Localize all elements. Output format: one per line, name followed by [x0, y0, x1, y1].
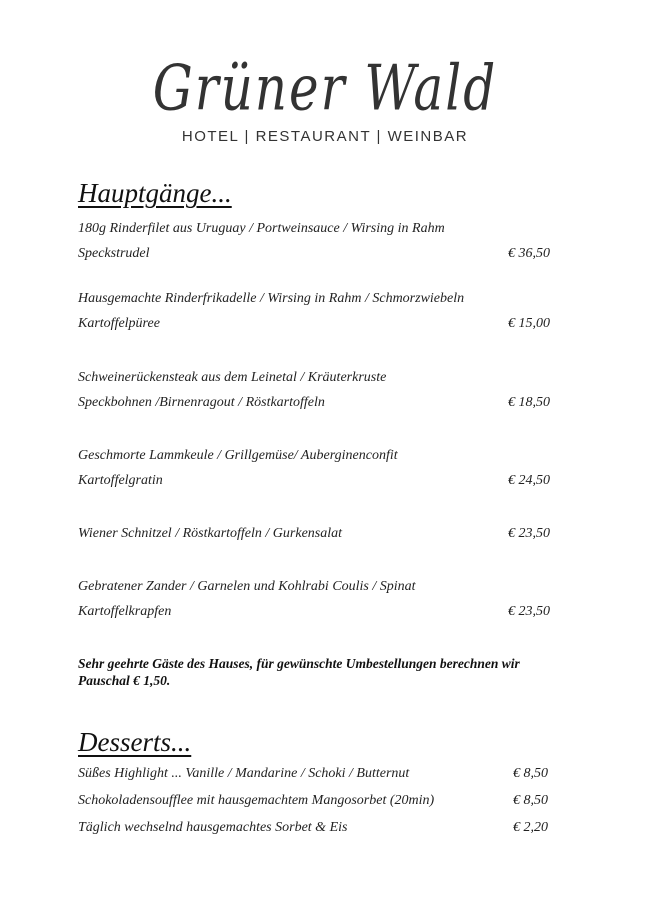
dish-description: Geschmorte Lammkeule / Grillgemüse/ Auberginenconfit — [78, 448, 398, 463]
dessert-item — [78, 790, 548, 812]
dish-price: € 23,50 — [508, 526, 550, 541]
dish-description: Gebratener Zander / Garnelen und Kohlrabi Coulis / Spinat — [78, 579, 416, 594]
dish-price: € 23,50 — [508, 604, 550, 619]
dessert-name: Schokoladensoufflee mit hausgemachtem Mangosorbet (20min) — [78, 793, 435, 808]
dish-item — [78, 367, 558, 414]
dish-side — [78, 470, 558, 492]
dessert-name: Süßes Highlight ... Vanille / Mandarine / Schoki / Butternut — [78, 766, 410, 781]
dish-description — [78, 523, 558, 545]
dessert-price: € 8,50 — [513, 766, 548, 781]
dessert-price: € 2,20 — [513, 820, 548, 835]
dish-item — [78, 576, 558, 623]
dish-side-text: Speckstrudel — [78, 246, 150, 261]
surcharge-notice: Sehr geehrte Gäste des Hauses, für gewünschte Umbestellungen berechnen wir Pauschal € 1,50. — [78, 656, 520, 688]
dessert-price: € 8,50 — [513, 793, 548, 808]
dish-price: € 24,50 — [508, 473, 550, 488]
dish-price: € 15,00 — [508, 316, 550, 331]
dish-item — [78, 288, 558, 335]
dish-description: 180g Rinderfilet aus Uruguay / Portweinsauce / Wirsing in Rahm — [78, 221, 445, 236]
dish-side — [78, 392, 558, 414]
dessert-item — [78, 817, 548, 839]
dish-side-text: Kartoffelpüree — [78, 316, 160, 331]
logo-script: Grüner Wald — [152, 51, 498, 125]
dish-side — [78, 601, 558, 623]
dessert-name: Täglich wechselnd hausgemachtes Sorbet & Eis — [78, 820, 348, 835]
dessert-item — [78, 763, 548, 785]
dish-price: € 36,50 — [508, 246, 550, 261]
dish-price: € 18,50 — [508, 395, 550, 410]
section-title-mains: Hauptgänge... — [78, 178, 232, 208]
dish-side — [78, 313, 558, 335]
logo — [0, 40, 650, 160]
dish-description: Hausgemachte Rinderfrikadelle / Wirsing in Rahm / Schmorzwiebeln — [78, 291, 465, 306]
dish-side-text: Speckbohnen /Birnenragout / Röstkartoffeln — [78, 395, 325, 410]
dish-description: Schweinerückensteak aus dem Leinetal / Kräuterkruste — [78, 370, 387, 385]
dish-side — [78, 243, 558, 265]
dish-side-text: Kartoffelkrapfen — [78, 604, 172, 619]
section-title-desserts: Desserts... — [78, 727, 192, 757]
dish-item — [78, 218, 558, 265]
dish-item — [78, 523, 558, 545]
dish-side-text: Kartoffelgratin — [78, 473, 163, 488]
dish-item — [78, 445, 558, 492]
logo-subtitle: HOTEL | RESTAURANT | WEINBAR — [181, 128, 469, 145]
dish-description-text: Wiener Schnitzel / Röstkartoffeln / Gurkensalat — [78, 526, 343, 541]
